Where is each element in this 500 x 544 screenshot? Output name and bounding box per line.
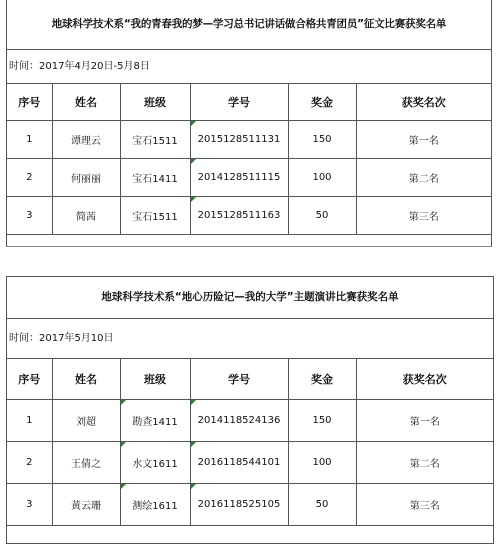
cell-no[interactable]: 2 — [7, 442, 52, 484]
header-prize: 奖金 — [288, 359, 356, 400]
table-row — [7, 121, 491, 159]
award-table-essay — [6, 0, 492, 247]
cell-prize[interactable]: 50 — [288, 484, 356, 526]
cell-rank[interactable]: 第一名 — [356, 121, 491, 159]
header-prize: 奖金 — [288, 84, 356, 121]
header-no: 序号 — [7, 359, 52, 400]
winners-table — [7, 84, 491, 235]
cell-rank[interactable]: 第二名 — [356, 442, 493, 484]
cell-class[interactable]: 勘查1411 — [120, 400, 190, 442]
table-title: 地球科学技术系“地心历险记—我的大学”主题演讲比赛获奖名单 — [7, 277, 493, 319]
cell-id[interactable]: 2015128511163 — [190, 197, 288, 235]
header-class: 班级 — [120, 359, 190, 400]
cell-class[interactable]: 测绘1611 — [120, 484, 190, 526]
header-row — [7, 84, 491, 121]
cell-prize[interactable]: 100 — [288, 159, 356, 197]
table-title: 地球科学技术系“我的青春我的梦—学习总书记讲话做合格共青团员”征文比赛获奖名单 — [7, 0, 491, 50]
header-id: 学号 — [190, 84, 288, 121]
cell-prize[interactable]: 100 — [288, 442, 356, 484]
cell-name[interactable]: 简茜 — [52, 197, 120, 235]
cell-class[interactable]: 宝石1511 — [120, 121, 190, 159]
cell-id[interactable]: 2014128511115 — [190, 159, 288, 197]
cell-name[interactable]: 何丽丽 — [52, 159, 120, 197]
header-class: 班级 — [120, 84, 190, 121]
cell-class[interactable]: 水文1611 — [120, 442, 190, 484]
cell-class[interactable]: 宝石1411 — [120, 159, 190, 197]
cell-id[interactable]: 2014118524136 — [190, 400, 288, 442]
cell-no[interactable]: 3 — [7, 197, 52, 235]
cell-class[interactable]: 宝石1511 — [120, 197, 190, 235]
header-rank: 获奖名次 — [356, 84, 491, 121]
cell-no[interactable]: 2 — [7, 159, 52, 197]
cell-prize[interactable]: 150 — [288, 121, 356, 159]
cell-rank[interactable]: 第三名 — [356, 197, 491, 235]
cell-rank[interactable]: 第二名 — [356, 159, 491, 197]
header-no: 序号 — [7, 84, 52, 121]
cell-rank[interactable]: 第一名 — [356, 400, 493, 442]
cell-name[interactable]: 谭理云 — [52, 121, 120, 159]
table-row — [7, 197, 491, 235]
table-row — [7, 484, 493, 526]
header-id: 学号 — [190, 359, 288, 400]
cell-prize[interactable]: 50 — [288, 197, 356, 235]
cell-no[interactable]: 3 — [7, 484, 52, 526]
table-row — [7, 400, 493, 442]
cell-no[interactable]: 1 — [7, 400, 52, 442]
cell-rank[interactable]: 第三名 — [356, 484, 493, 526]
table-row — [7, 159, 491, 197]
cell-id[interactable]: 2016118525105 — [190, 484, 288, 526]
cell-name[interactable]: 刘超 — [52, 400, 120, 442]
header-name: 姓名 — [52, 84, 120, 121]
cell-name[interactable]: 黄云珊 — [52, 484, 120, 526]
cell-id[interactable]: 2015128511131 — [190, 121, 288, 159]
header-name: 姓名 — [52, 359, 120, 400]
winners-table — [7, 359, 493, 526]
cell-no[interactable]: 1 — [7, 121, 52, 159]
time-date: 时间：2017年5月10日 — [7, 319, 493, 359]
header-rank: 获奖名次 — [356, 359, 493, 400]
cell-id[interactable]: 2016118544101 — [190, 442, 288, 484]
table-row — [7, 442, 493, 484]
header-row — [7, 359, 493, 400]
time-range: 时间：2017年4月20日-5月8日 — [7, 50, 491, 84]
award-table-speech — [6, 276, 494, 544]
cell-name[interactable]: 王倩之 — [52, 442, 120, 484]
cell-prize[interactable]: 150 — [288, 400, 356, 442]
